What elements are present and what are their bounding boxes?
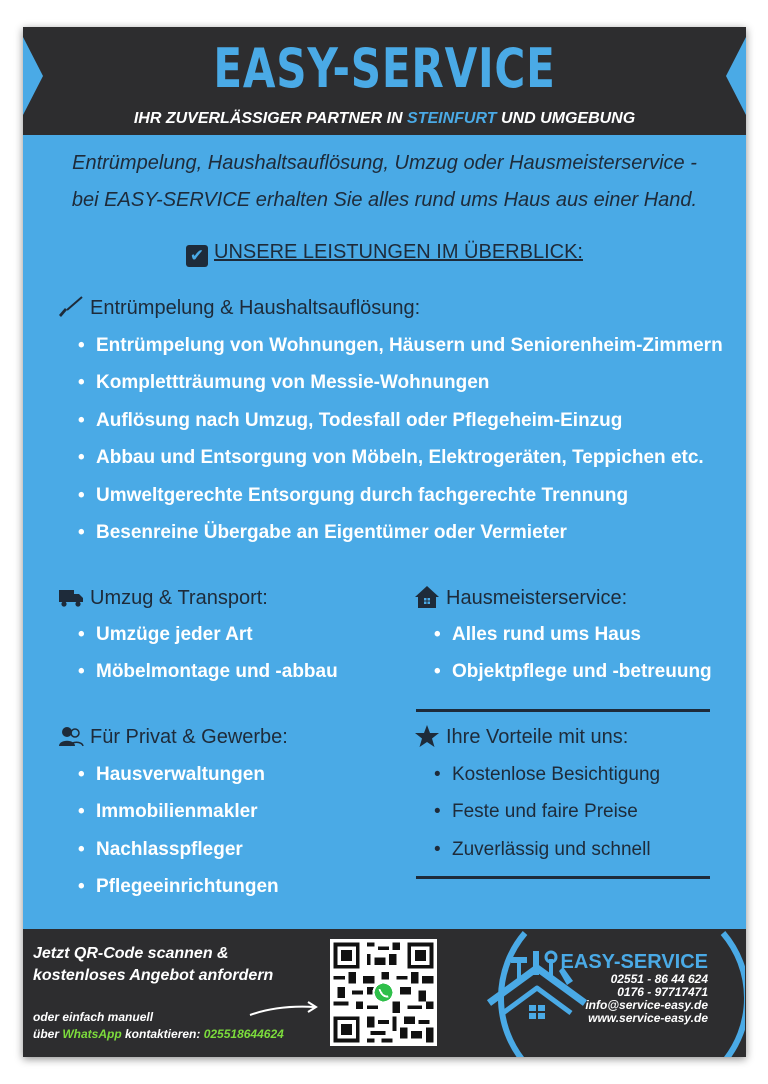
brand-title: EASY-SERVICE [213,37,556,100]
list-item: • Immobilienmakler [78,793,279,830]
section-title-clients [58,724,288,750]
section-title-moving [58,585,268,611]
services-heading [23,239,746,267]
list-item: • Abbau und Entsorgung von Möbeln, Elektrogeräten, Teppichen etc. [78,439,723,476]
manual-line-1: oder einfach manuell [33,1010,154,1024]
section-title-text: Umzug & Transport: [90,587,268,609]
cta-line-2: kostenloses Angebot anfordern [33,967,274,984]
banner-fold-right [726,37,746,115]
house-icon [414,585,440,609]
phone-2[interactable]: 0176 - 97717471 [617,985,708,999]
tagline-suffix: UND UMGEBUNG [496,110,636,127]
list-item: • Auflösung nach Umzug, Todesfall oder Pflegeheim-Einzug [78,402,723,439]
list-moving [78,616,338,691]
star-icon [414,724,440,748]
whatsapp-label: WhatsApp [62,1027,122,1041]
people-icon [58,724,84,748]
manual-contact-note [33,1009,284,1043]
company-contact [561,951,708,1025]
manual-prefix: über [33,1027,63,1041]
list-clearance [78,327,723,551]
tagline [23,109,746,129]
company-name: EASY-SERVICE [560,951,708,973]
list-item: • Nachlasspfleger [78,831,279,868]
section-title-text: Entrümpelung & Haushaltsauflösung: [90,297,421,319]
list-item: • Komplettträumung von Messie-Wohnungen [78,364,723,401]
tagline-city: STEINFURT [407,110,497,127]
cta-line-1: Jetzt QR-Code scannen & [33,945,229,962]
manual-middle: kontaktieren: [121,1027,204,1041]
list-item: • Umzüge jeder Art [78,616,338,653]
list-item: • Objektpflege und -betreuung [434,653,712,690]
flyer [23,27,746,1057]
list-item: • Umweltgerechte Entsorgung durch fachgerechte Trennung [78,477,723,514]
tagline-prefix: IHR ZUVERLÄSSIGER PARTNER IN [133,110,408,127]
footer [23,929,746,1057]
list-item: • Feste und faire Preise [434,793,660,830]
list-item: • Hausverwaltungen [78,756,279,793]
list-clients [78,756,279,906]
list-item: • Zuverlässig und schnell [434,831,660,868]
checkbox-icon: ✔ [186,245,208,267]
intro-line-1: Entrümpelung, Haushaltsauflösung, Umzug oder Hausmeisterservice - [72,152,697,174]
list-item: • Pflegeeinrichtungen [78,868,279,905]
broom-icon [58,295,84,319]
list-caretaker [434,616,712,691]
header-banner [23,27,746,135]
intro-text [43,145,726,219]
cta-text [33,943,273,987]
manual-line-2 [33,1026,284,1043]
truck-icon [58,585,84,609]
services-heading-text: UNSERE LEISTUNGEN IM ÜBERBLICK: [214,241,583,263]
section-title-clearance [58,295,420,321]
section-title-text: Für Privat & Gewerbe: [90,726,288,748]
phone-1[interactable]: 02551 - 86 44 624 [610,972,708,986]
section-title-benefits [414,724,628,750]
list-item: • Alles rund ums Haus [434,616,712,653]
banner-fold-left [23,37,43,115]
section-title-text: Hausmeisterservice: [446,587,628,609]
section-title-caretaker [414,585,627,611]
list-item: • Besenreine Übergabe an Eigentümer oder Vermieter [78,514,723,551]
list-item: • Entrümpelung von Wohnungen, Häusern und Seniorenheim-Zimmern [78,327,723,364]
qr-code[interactable] [330,939,437,1046]
whatsapp-number[interactable]: 025518644624 [203,1027,284,1041]
section-title-text: Ihre Vorteile mit uns: [446,726,629,748]
list-item: • Kostenlose Besichtigung [434,756,660,793]
website-link[interactable]: www.service-easy.de [588,1011,708,1025]
divider-bottom [416,876,710,879]
email-link[interactable]: info@service-easy.de [585,998,708,1012]
intro-line-2: bei EASY-SERVICE erhalten Sie alles rund ums Haus aus einer Hand. [71,189,698,211]
list-item: • Möbelmontage und -abbau [78,653,338,690]
list-benefits [434,756,660,868]
divider-top [416,709,710,712]
